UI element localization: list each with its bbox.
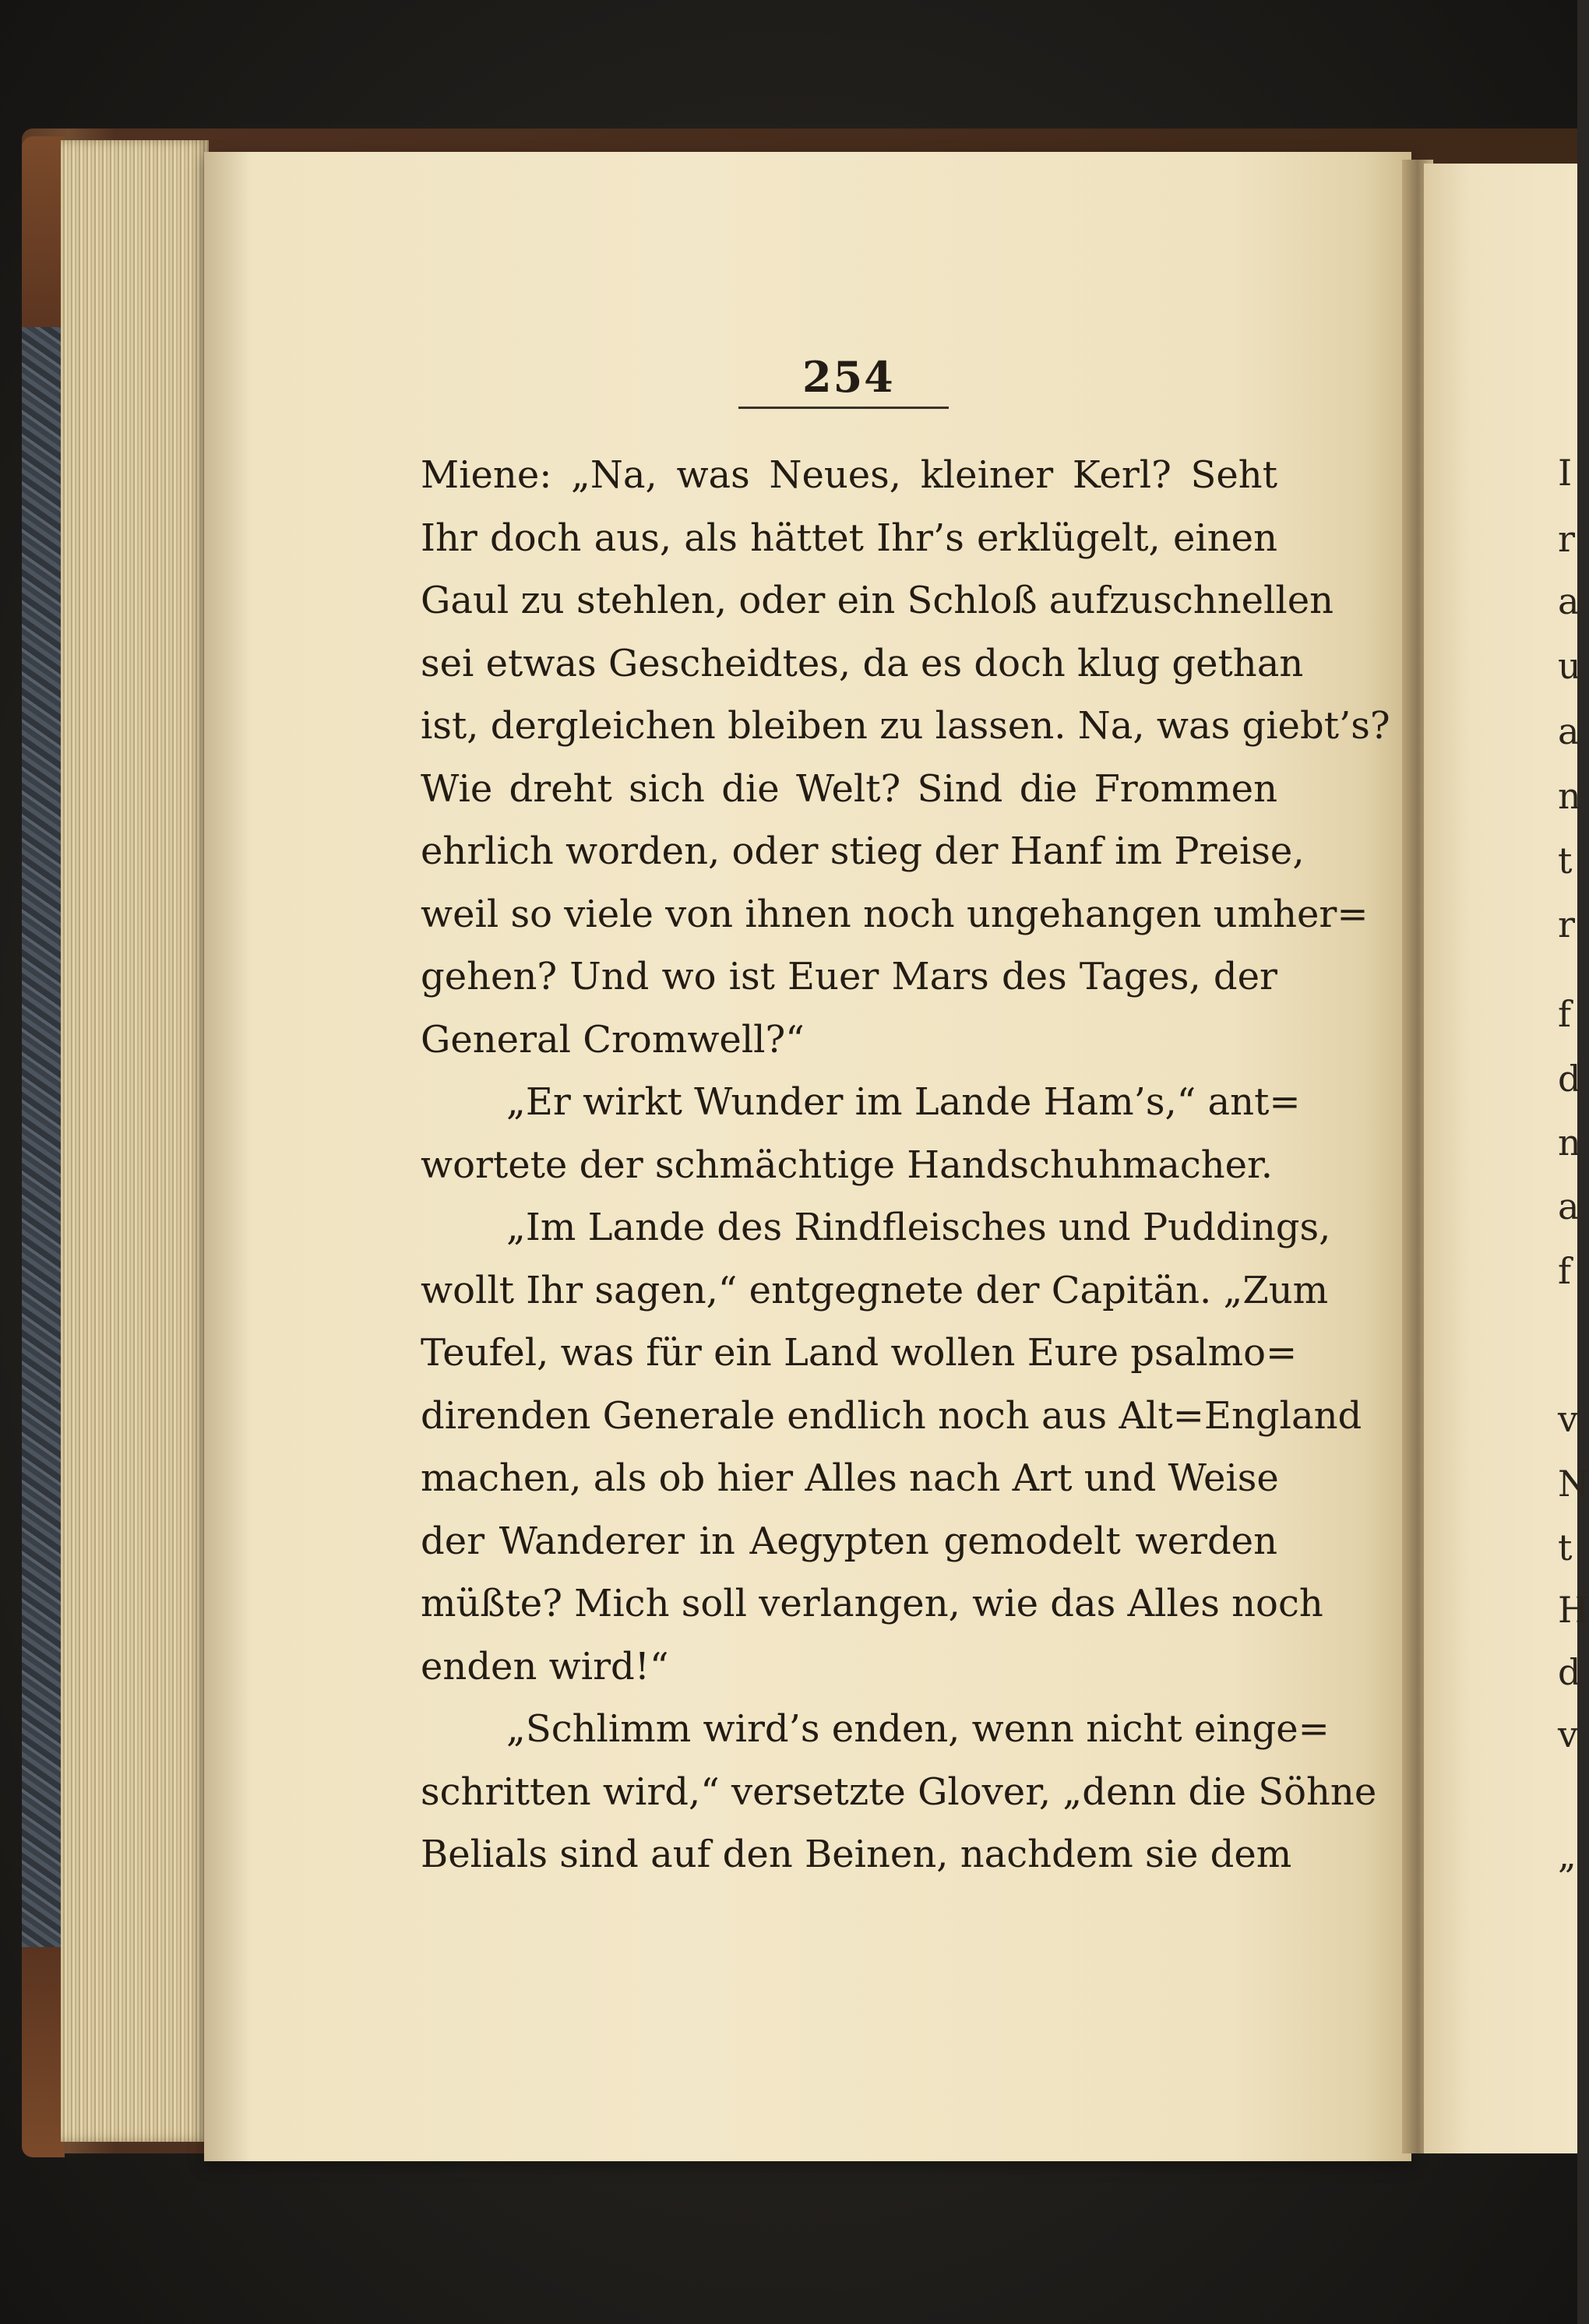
text-line: gehen? Und wo ist Euer Mars des Tages, der (421, 955, 1277, 998)
text-line: müßte? Mich soll verlangen, wie das Alles noch (421, 1582, 1323, 1625)
facing-page-fragment: d (1558, 1651, 1581, 1693)
text-line: wortete der schmächtige Handschuhmacher. (421, 1143, 1273, 1187)
text-line: schritten wird,“ versetzte Glover, „denn die Söhne (421, 1769, 1377, 1814)
facing-page-fragment: N (1558, 1463, 1589, 1505)
facing-page-fragment: v (1558, 1713, 1578, 1755)
text-line: direnden Generale endlich noch aus Alt=England (421, 1393, 1362, 1438)
facing-page (1424, 164, 1589, 2153)
text-line: ehrlich worden, oder stieg der Hanf im Preise, (421, 829, 1305, 873)
facing-page-fragment: „ (1558, 1834, 1577, 1876)
text-line: „Er wirkt Wunder im Lande Ham’s,“ ant= (506, 1080, 1301, 1124)
facing-page-fragment: a (1558, 710, 1580, 752)
page-edges (61, 140, 209, 2142)
facing-page-fragment: v (1558, 1398, 1578, 1440)
text-line: Wie dreht sich die Welt? Sind die Frommen (421, 766, 1277, 811)
facing-page-fragment: t (1558, 840, 1573, 882)
text-line: enden wird!“ (421, 1644, 669, 1688)
text-line: weil so viele von ihnen noch ungehangen umher= (421, 892, 1369, 936)
text-line: „Schlimm wird’s enden, wenn nicht einge= (506, 1707, 1330, 1751)
text-line: wollt Ihr sagen,“ entgegnete der Capitän. „Zum (421, 1268, 1329, 1312)
facing-page-fragment: t (1558, 1526, 1573, 1569)
facing-page-fragment: n (1558, 775, 1581, 817)
text-line: Miene: „Na, was Neues, kleiner Kerl? Seht (421, 453, 1277, 497)
cover-leather-corner-top (22, 136, 65, 339)
header-rule (738, 407, 949, 409)
text-line: „Im Lande des Rindfleisches und Puddings, (506, 1206, 1331, 1249)
text-line: machen, als ob hier Alles nach Art und Weise (421, 1456, 1279, 1500)
facing-page-fragment: n (1558, 1122, 1581, 1164)
body-text (421, 444, 1390, 1886)
text-line: Ihr doch aus, als hättet Ihr’s erklügelt, einen (421, 516, 1277, 560)
page-shadow (204, 152, 251, 2161)
text-line: Gaul zu stehlen, oder ein Schloß aufzuschnellen (421, 579, 1334, 622)
cover-leather-corner-bottom (22, 1947, 65, 2157)
page-number: 254 (802, 352, 895, 402)
text-line: der Wanderer in Aegypten gemodelt werden (421, 1519, 1277, 1563)
facing-page-fragment: u (1558, 645, 1581, 687)
text-line: sei etwas Gescheidtes, da es doch klug gethan (421, 641, 1304, 685)
facing-page-fragment: H (1558, 1589, 1589, 1631)
text-line: Belials sind auf den Beinen, nachdem sie dem (421, 1833, 1292, 1876)
text-line: Teufel, was für ein Land wollen Eure psalmo= (421, 1331, 1298, 1375)
facing-page-fragment: r (1558, 903, 1575, 945)
facing-page-fragment: f (1558, 993, 1572, 1035)
facing-page-fragment: d (1558, 1058, 1581, 1100)
cover-marbled-board (22, 327, 62, 1947)
facing-page-fragment: r (1558, 518, 1575, 560)
facing-page-fragment: a (1558, 580, 1580, 622)
text-line: ist, dergleichen bleiben zu lassen. Na, was giebt’s? (421, 704, 1390, 748)
facing-page-fragment: a (1558, 1185, 1580, 1227)
facing-page-fragment: f (1558, 1250, 1572, 1292)
facing-page-fragment: I (1558, 452, 1573, 494)
text-line: General Cromwell?“ (421, 1017, 805, 1062)
